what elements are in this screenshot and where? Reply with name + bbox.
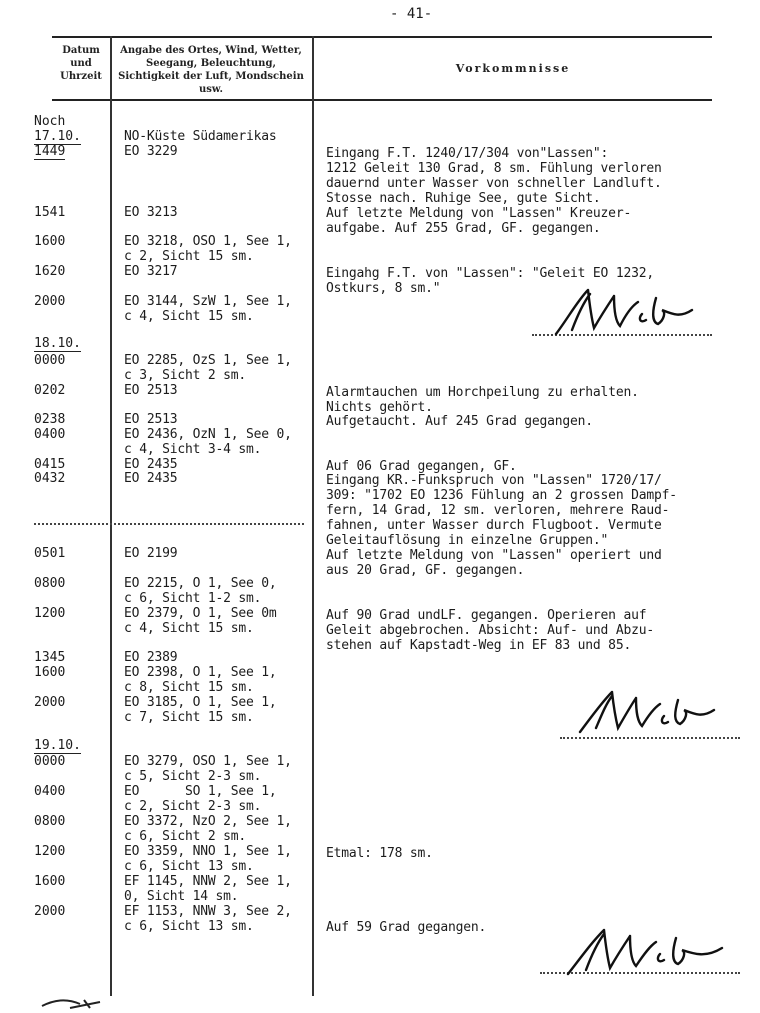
signature-2 (574, 688, 724, 738)
column-divider-1 (110, 36, 112, 996)
place-0202: EO 2513 (124, 383, 178, 398)
event-0432: Eingang KR.-Funkspruch von "Lassen" 1720/17/ 309: "1702 EO 1236 Fühlung an 2 grossen Dampf- fern, 14 Grad, 12 sm. verloren, mehrere Raud- fahnen, unter Wasser durch Flugboot. Vermute Geleitauflösung in einzelne Gruppen." (326, 473, 677, 548)
time-1541: 1541 (34, 205, 66, 220)
time-0800-b: 0800 (34, 814, 66, 829)
time-0000-b: 0000 (34, 754, 66, 769)
time-1345: 1345 (34, 650, 66, 665)
time-1620: 1620 (34, 264, 66, 279)
place-2000: EO 3144, SzW 1, See 1, c 4, Sicht 15 sm. (124, 294, 292, 324)
event-0238: Aufgetaucht. Auf 245 Grad gegangen. (326, 414, 593, 429)
place-0415: EO 2435 (124, 457, 178, 472)
header-ort: Angabe des Ortes, Wind, Wetter, Seegang, Beleuchtung, Sichtigkeit der Luft, Mondschein usw. (118, 45, 304, 95)
place-1600: EO 3218, OSO 1, See 1, c 2, Sicht 15 sm. (124, 234, 292, 264)
time-0238: 0238 (34, 412, 66, 427)
date-19-10: 19.10. (34, 738, 81, 753)
bottom-smudge (40, 996, 120, 1010)
place-0800: EO 2215, O 1, See 0, c 6, Sicht 1-2 sm. (124, 576, 277, 606)
place-0000: EO 2285, OzS 1, See 1, c 3, Sicht 2 sm. (124, 353, 292, 383)
event-1541: Auf letzte Meldung von "Lassen" Kreuzer- aufgabe. Auf 255 Grad, GF. gegangen. (326, 206, 632, 236)
place-0000-b: EO 3279, OSO 1, See 1, c 5, Sicht 2-3 sm. (124, 754, 292, 784)
time-2000-b: 2000 (34, 695, 66, 710)
event-0501: Auf letzte Meldung von "Lassen" operiert und aus 20 Grad, GF. gegangen. (326, 548, 662, 578)
time-0415: 0415 (34, 457, 66, 472)
page-number: - 41- (390, 6, 433, 22)
time-2000: 2000 (34, 294, 66, 309)
date-18-10: 18.10. (34, 336, 81, 351)
time-0400: 0400 (34, 427, 66, 442)
time-2000-c: 2000 (34, 904, 66, 919)
time-0800: 0800 (34, 576, 66, 591)
place-0501: EO 2199 (124, 546, 178, 561)
place-0432: EO 2435 (124, 471, 178, 486)
time-0501: 0501 (34, 546, 66, 561)
place-2000-c: EF 1153, NNW 3, See 2, c 6, Sicht 13 sm. (124, 904, 292, 934)
time-0000: 0000 (34, 353, 66, 368)
header-rule (52, 99, 712, 101)
place-2000-b: EO 3185, O 1, See 1, c 7, Sicht 15 sm. (124, 695, 277, 725)
event-1449: Eingang F.T. 1240/17/304 von"Lassen": 1212 Geleit 130 Grad, 8 sm. Fühlung verloren dauernd unter Wasser von schneller Landluft. Stosse nach. Ruhige See, gute Sicht. (326, 146, 662, 206)
header-datum: Datum und Uhrzeit (60, 45, 102, 82)
place-1449: EO 3229 (124, 144, 178, 159)
event-1200: Auf 90 Grad undLF. gegangen. Operieren auf Geleit abgebrochen. Absicht: Auf- und Abzu- stehen auf Kapstadt-Weg in EF 83 und 85. (326, 608, 654, 653)
event-1620: Eingahg F.T. von "Lassen": "Geleit EO 1232, Ostkurs, 8 sm." (326, 266, 654, 296)
place-1200-b: EO 3359, NNO 1, See 1, c 6, Sicht 13 sm. (124, 844, 292, 874)
top-rule (52, 36, 712, 38)
event-2000-c: Auf 59 Grad gegangen. (326, 920, 487, 935)
place-1600-b: EO 2398, O 1, See 1, c 8, Sicht 15 sm. (124, 665, 277, 695)
place-1541: EO 3213 (124, 205, 178, 220)
place-0800-b: EO 3372, NzO 2, See 1, c 6, Sicht 2 sm. (124, 814, 292, 844)
place-1620: EO 3217 (124, 264, 178, 279)
event-0415: Auf 06 Grad gegangen, GF. (326, 459, 517, 474)
place-0238: EO 2513 (124, 412, 178, 427)
time-1600-b: 1600 (34, 665, 66, 680)
signature-3 (560, 924, 730, 980)
date-noch: Noch (34, 114, 66, 129)
place-1600-c: EF 1145, NNW 2, See 1, 0, Sicht 14 sm. (124, 874, 292, 904)
time-0432: 0432 (34, 471, 66, 486)
place-1200: EO 2379, O 1, See 0m c 4, Sicht 15 sm. (124, 606, 277, 636)
time-0202: 0202 (34, 383, 66, 398)
time-1200: 1200 (34, 606, 66, 621)
event-0202: Alarmtauchen um Horchpeilung zu erhalten. Nichts gehört. (326, 385, 639, 415)
header-vorkommnisse: Vorkommnisse (455, 62, 571, 75)
place-17-10: NO-Küste Südamerikas (124, 129, 277, 144)
date-17-10: 17.10. (34, 129, 81, 144)
time-0400-b: 0400 (34, 784, 66, 799)
row-dotted-line (34, 523, 304, 525)
time-1449: 1449 (34, 144, 66, 159)
time-1600: 1600 (34, 234, 66, 249)
signature-1 (548, 284, 698, 340)
time-1600-c: 1600 (34, 874, 66, 889)
event-1200-b: Etmal: 178 sm. (326, 846, 433, 861)
place-0400: EO 2436, OzN 1, See 0, c 4, Sicht 3-4 sm. (124, 427, 292, 457)
column-divider-2 (312, 36, 314, 996)
place-0400-b: EO SO 1, See 1, c 2, Sicht 2-3 sm. (124, 784, 277, 814)
place-1345: EO 2389 (124, 650, 178, 665)
time-1200-b: 1200 (34, 844, 66, 859)
